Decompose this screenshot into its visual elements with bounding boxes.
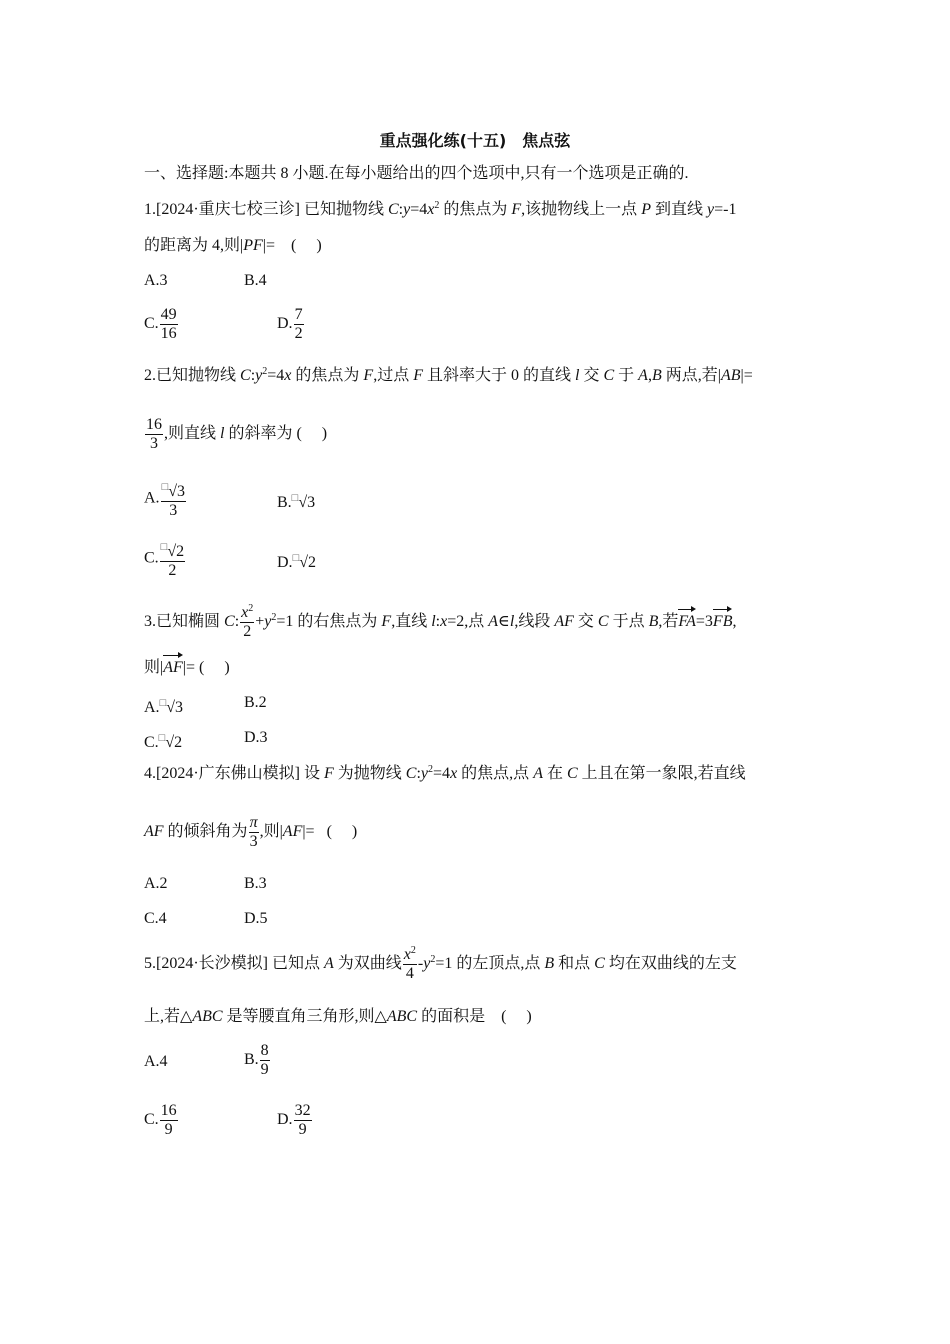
section-heading: 一、选择题:本题共 8 小题.在每小题给出的四个选项中,只有一个选项是正确的. xyxy=(144,165,689,182)
q5-option-a: A.4 xyxy=(144,1053,168,1070)
q2-option-c: C. $\frac{^□√2}{2}$ xyxy=(144,538,186,580)
question-5-line-2: 上,若△ABC 是等腰直角三角形,则△ABC 的面积是 ( ) xyxy=(144,1008,532,1025)
question-2-line-1: 2.已知抛物线 $C:y^2=4x$ 的焦点为 F,过点 F 且斜率大于 0 的直线 l 交 C 于 A,B 两点,若|AB|= xyxy=(144,366,753,384)
q1-option-a: A.3 xyxy=(144,272,168,289)
q3-option-c: C.□√2 xyxy=(144,732,183,751)
question-5-line-1: 5.[2024·长沙模拟] 已知点 A 为双曲线 $\frac{x^2}{4}$ $-y^2=1$ 的左顶点,点 B 和点 C 均在双曲线的左支 xyxy=(144,945,737,982)
q1-option-b: B.4 xyxy=(244,272,267,289)
q4-option-c: C.4 xyxy=(144,910,167,927)
q2-option-d: D.□√2 xyxy=(277,552,316,571)
q4-option-b: B.3 xyxy=(244,875,267,892)
page-title: 重点强化练(十五) 焦点弦 xyxy=(379,131,571,150)
q4-option-d: D.5 xyxy=(244,910,268,927)
question-4-line-2: AF 的倾斜角为 $\frac{\pi}{3}$ ,则|AF|= ( ) xyxy=(144,814,358,850)
question-3-line-1: 3.已知椭圆 C: $\frac{x^2}{2}$ $+y^2=1$ 的右焦点为 F,直线 l:x=2,点 A∈l,线段 AF 交 C 于点 B,若FA=3FB, xyxy=(144,603,737,640)
q5-option-c: C. $\frac{16}{9}$ xyxy=(144,1102,177,1138)
q3-option-d: D.3 xyxy=(244,729,268,746)
q5-option-b: B. $\frac{8}{9}$ xyxy=(244,1042,269,1078)
q3-option-b: B.2 xyxy=(244,694,267,711)
q3-option-a: A.□√3 xyxy=(144,697,183,716)
question-1-line-1: 1.[2024·重庆七校三诊] 已知抛物线 $C:y=4x^2$ 的焦点为 F,该抛物线上一点 P 到直线 y=-1 xyxy=(144,200,737,218)
q5-option-d: D. $\frac{32}{9}$ xyxy=(277,1102,311,1138)
question-4-line-1: 4.[2024·广东佛山模拟] 设 F 为抛物线 $C:y^2=4x$ 的焦点,点 A 在 C 上且在第一象限,若直线 xyxy=(144,764,746,782)
q2-option-b: B.□√3 xyxy=(277,492,316,511)
q1-option-d: D. $\frac{7}{2}$ xyxy=(277,306,303,342)
q1-option-c: C. $\frac{49}{16}$ xyxy=(144,306,177,342)
question-2-line-2: $\frac{16}{3}$ ,则直线 l 的斜率为 ( ) xyxy=(146,416,328,452)
q4-option-a: A.2 xyxy=(144,875,168,892)
question-3-line-2: 则|AF|= ( ) xyxy=(144,659,230,676)
question-1-line-2: 的距离为 4,则|PF|= ( ) xyxy=(144,237,322,254)
q2-option-a: A. $\frac{^□√3}{3}$ xyxy=(144,478,187,520)
